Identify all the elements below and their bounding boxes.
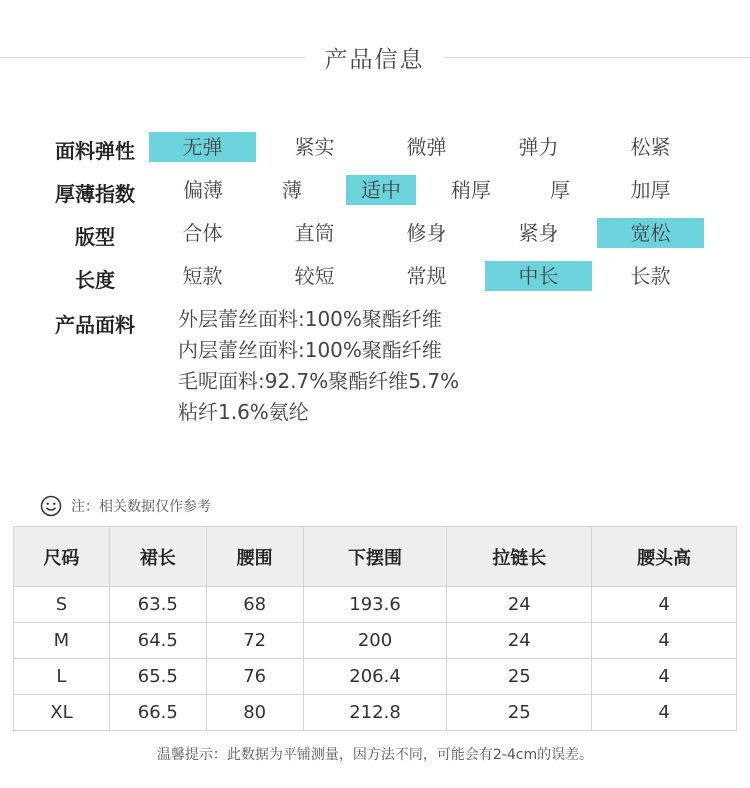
attr-row-elasticity [0, 132, 750, 164]
attr-option: 常规 [406, 264, 447, 288]
table-cell: 4 [592, 623, 737, 659]
attr-label: 面料弹性 [55, 139, 135, 163]
table-cell: 206.4 [303, 659, 447, 695]
attr-option: 宽松 [597, 218, 704, 248]
attr-option: 厚 [550, 178, 570, 202]
size-table [13, 526, 737, 731]
divider-left [0, 57, 305, 58]
table-cell: 72 [206, 623, 303, 659]
table-row [14, 623, 737, 659]
fabric-line: 内层蕾丝面料:100%聚酯纤维 [178, 338, 442, 362]
column-header: 裙长 [109, 527, 206, 587]
attr-row-fit [0, 218, 750, 250]
attr-label: 厚薄指数 [55, 182, 135, 206]
attr-option: 无弹 [149, 132, 256, 162]
reference-note [40, 494, 211, 518]
table-cell: 4 [592, 659, 737, 695]
table-cell: 66.5 [109, 695, 206, 731]
measurement-tip: 温馨提示：此数据为平铺测量，因方法不同，可能会有2-4cm的误差。 [156, 747, 594, 763]
column-header: 尺码 [14, 527, 110, 587]
table-row [14, 659, 737, 695]
attr-option: 短款 [182, 264, 223, 288]
fabric-composition [178, 306, 459, 430]
table-cell: 193.6 [303, 587, 447, 623]
table-cell: 68 [206, 587, 303, 623]
fabric-line: 外层蕾丝面料:100%聚酯纤维 [178, 307, 442, 331]
attr-option: 稍厚 [451, 178, 491, 202]
table-cell: M [14, 623, 110, 659]
table-cell: 25 [447, 695, 592, 731]
table-cell: 4 [592, 587, 737, 623]
attr-label: 版型 [75, 225, 115, 249]
note-text: 注：相关数据仅作参考 [71, 499, 211, 515]
attr-label: 长度 [75, 268, 115, 292]
table-cell: 64.5 [109, 623, 206, 659]
table-row [14, 587, 737, 623]
attr-option: 直筒 [294, 221, 335, 245]
section-header [0, 37, 750, 77]
table-cell: 4 [592, 695, 737, 731]
column-header: 下摆围 [303, 527, 447, 587]
table-cell: 24 [447, 623, 592, 659]
fabric-label: 产品面料 [55, 313, 135, 337]
table-cell: 200 [303, 623, 447, 659]
table-cell: 212.8 [303, 695, 447, 731]
attr-option: 紧实 [294, 135, 335, 159]
attr-option: 松紧 [630, 135, 671, 159]
column-header: 腰围 [206, 527, 303, 587]
divider-right [444, 57, 750, 58]
attr-row-length [0, 261, 750, 293]
table-cell: 25 [447, 659, 592, 695]
table-row [14, 695, 737, 731]
fabric-line: 毛呢面料:92.7%聚酯纤维5.7% [178, 369, 460, 393]
attr-option: 薄 [282, 178, 302, 202]
attr-option: 适中 [346, 175, 416, 205]
attr-option: 修身 [406, 221, 447, 245]
column-header: 拉链长 [447, 527, 592, 587]
attr-option: 加厚 [630, 178, 671, 202]
attr-row-thickness [0, 175, 750, 207]
table-cell: 80 [206, 695, 303, 731]
fabric-line: 粘纤1.6%氨纶 [178, 400, 309, 424]
column-header: 腰头高 [592, 527, 737, 587]
table-cell: S [14, 587, 110, 623]
attr-option: 偏薄 [183, 178, 223, 202]
attr-option: 较短 [294, 264, 335, 288]
table-cell: 24 [447, 587, 592, 623]
table-cell: L [14, 659, 110, 695]
attr-option: 长款 [630, 264, 671, 288]
attr-option: 紧身 [518, 221, 559, 245]
section-title: 产品信息 [324, 47, 425, 73]
table-cell: XL [14, 695, 110, 731]
attr-option: 微弹 [406, 135, 447, 159]
table-cell: 63.5 [109, 587, 206, 623]
table-cell: 65.5 [109, 659, 206, 695]
attr-option: 合体 [182, 221, 223, 245]
attr-option: 中长 [485, 261, 592, 291]
table-cell: 76 [206, 659, 303, 695]
smiley-icon [40, 495, 62, 517]
attr-option: 弹力 [518, 135, 559, 159]
table-header-row [14, 527, 737, 587]
